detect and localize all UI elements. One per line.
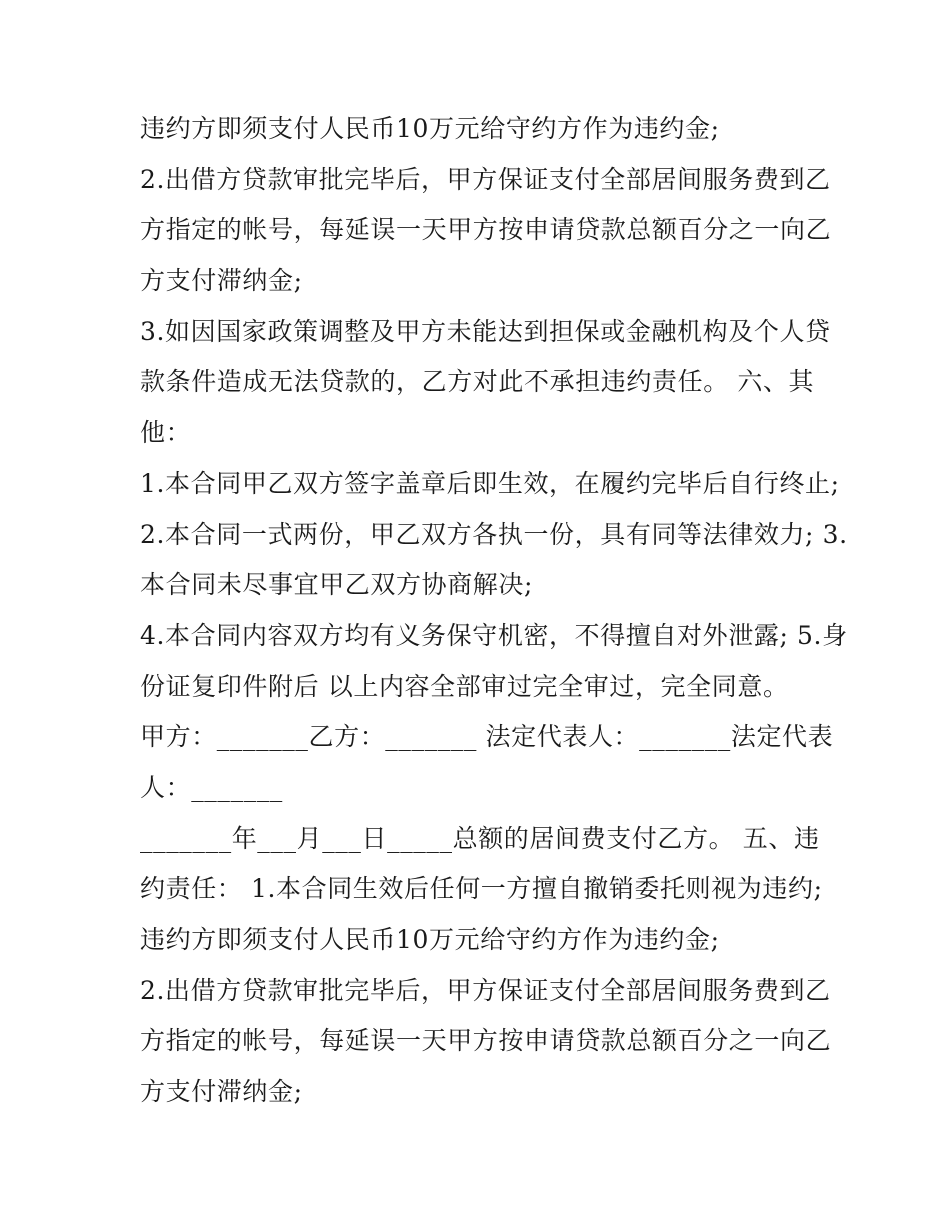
text-line: 方支付滞纳金;: [140, 266, 303, 296]
text-line: 他：: [140, 418, 192, 448]
text-line: 约责任： 1.本合同生效后任何一方擅自撤销委托则视为违约;: [140, 874, 823, 904]
text-line: 3.如因国家政策调整及甲方未能达到担保或金融机构及个人贷: [140, 316, 831, 346]
text-line: 2.出借方贷款审批完毕后，甲方保证支付全部居间服务费到乙: [140, 164, 831, 194]
document-body: [140, 104, 848, 1118]
signature-line: 人：_______: [140, 772, 283, 802]
text-line: 款条件造成无法贷款的，乙方对此不承担违约责任。 六、其: [140, 367, 815, 397]
text-line: 份证复印件附后 以上内容全部审过完全审过，完全同意。: [140, 671, 789, 701]
date-line: _______年___月___日_____总额的居间费支付乙方。 五、违: [140, 823, 820, 853]
text-line: 本合同未尽事宜甲乙双方协商解决;: [140, 570, 534, 600]
text-line: 方指定的帐号，每延误一天甲方按申请贷款总额百分之一向乙: [140, 1026, 832, 1056]
signature-line: 甲方：_______乙方：_______ 法定代表人：_______法定代表: [140, 722, 834, 752]
text-line: 2.本合同一式两份，甲乙双方各执一份，具有同等法律效力; 3.: [140, 519, 848, 549]
text-line: 方指定的帐号，每延误一天甲方按申请贷款总额百分之一向乙: [140, 215, 832, 245]
text-line: 1.本合同甲乙双方签字盖章后即生效，在履约完毕后自行终止;: [140, 468, 840, 498]
text-line: 违约方即须支付人民币10万元给守约方作为违约金;: [140, 925, 720, 954]
text-line: 4.本合同内容双方均有义务保守机密，不得擅自对外泄露; 5.身: [140, 620, 848, 650]
text-line: 2.出借方贷款审批完毕后，甲方保证支付全部居间服务费到乙: [140, 975, 831, 1005]
text-line: 方支付滞纳金;: [140, 1077, 303, 1107]
text-line: 违约方即须支付人民币10万元给守约方作为违约金;: [140, 114, 720, 143]
